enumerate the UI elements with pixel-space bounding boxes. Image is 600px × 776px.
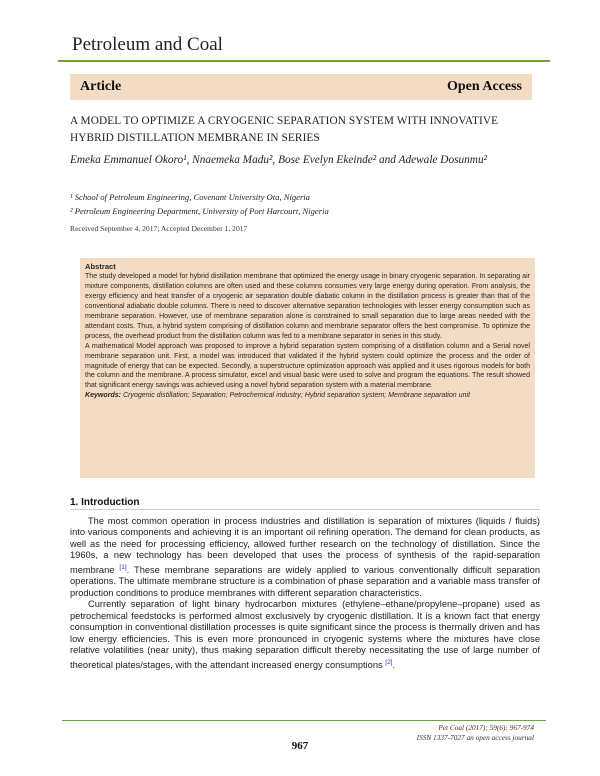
received-dates: Received September 4, 2017; Accepted December 1, 2017 [70,224,248,233]
intro-p2-text-a: Currently separation of light binary hydrocarbon mixtures (ethylene–ethane/propylene–propane) used as petrochemical feedstocks is performed almost exclusively by cryogenic distillation. It is a known fact that energy consumption in conventional distillation processes is quite significant since the process is thermally driven and has low energy efficiencies. This is even more pronounced in cryogenic systems where the mixtures have close relative volatilities (near unity), thus making separation difficult thereby necessitating the use of large number of theoretical plates/stages, with the attendant increased energy consumptions [70,599,540,670]
keywords-label: Keywords: [85,392,122,400]
intro-p1-text-b: . These membrane separations are widely applied to various conventionally difficult separation operations. The ultimate membrane structure is a combination of phase separation and a variable mass transfer of production conditions to produce membranes with different separation characteristics. [70,564,540,598]
page-number: 967 [291,740,309,752]
abstract-paragraph-1: The study developed a model for hybrid distillation membrane that optimized the energy usage in binary cryogenic separation. In separating air mixture components, distillation columns are often used and these columns consumes very large energy during operation. From analysis, the exergy efficiency and heat transfer of a cryogenic air separation double diabatic column in the distillation process is greater than that of the conventional adiabatic double columns. There is need to discover alternative separation technologies with lesser energy consumption such as membrane separation. However, use of membrane separation alone is constrained to small separation due to large areas needed with the attendant costs. Thus, a hybrid system comprising of distillation column and membrane separator offers the best compromise. To optimize the process, the overhead product from the distillation column was fed to a membrane separator in series in this study. [85,272,530,340]
abstract-box [80,258,535,478]
footer-citation: Pet Coal (2017); 59(6): 967-974 [438,723,534,732]
abstract-paragraph-2: A mathematical Model approach was proposed to improve a hybrid separation system comprising of a distillation column and a Serial novel membrane separation unit. First, a model was introduced that validated if the hybrid system could optimize the process and the order of magnitude of energy that can be expected. Secondly, a superstructure optimization approach was applied and it uses rigorous models for both the column and the membrane. A process simulator, excel and visual basic were used to solve and program the equations. The result showed that significant energy savings was achieved using a novel hybrid separation system with a material membrane. [85,342,530,390]
intro-paragraph-1 [70,516,540,599]
section-rule [70,509,540,510]
footer-issn: ISSN 1337-7027 an open access journal [416,733,534,742]
journal-title: Petroleum and Coal [72,34,223,55]
footer-rule [62,720,546,721]
affiliation-1: ¹ School of Petroleum Engineering, Covenant University Ota, Nigeria [70,192,310,202]
citation-link-1[interactable]: [1] [119,563,127,571]
affiliation-2: ² Petroleum Engineering Department, University of Port Harcourt, Nigeria [70,206,329,216]
keywords-text: Cryogenic distillation; Separation; Petrochemical industry; Hybrid separation system; Membrane separation unit [123,392,471,400]
article-banner [70,74,532,100]
intro-paragraph-2 [70,599,540,671]
abstract-heading: Abstract [85,262,116,271]
article-type-label: Article [80,79,122,94]
title-rule [58,60,550,62]
intro-p1-text-a: The most common operation in process industries and distillation is separation of mixtures (liquids / fluids) into various components and achieving it is an important oil refining operation. The demand for clean products, as well as the need for processing efficiency, allowed further research on the technology of distillation. Since the 1960s, a new technology has been developed that uses the process of synthesis of the rapid-separation membrane [70,516,540,575]
affiliations [70,190,530,218]
intro-p2-text-b: . [392,659,396,670]
introduction-body [70,516,540,671]
open-access-label: Open Access [446,79,522,94]
article-title: A MODEL TO OPTIMIZE A CRYOGENIC SEPARATION SYSTEM WITH INNOVATIVE HYBRID DISTILLATION MEMBRANE IN SERIES [70,115,499,144]
introduction-heading: 1. Introduction [70,497,140,508]
citation-link-2[interactable]: [2] [385,658,393,666]
keywords [85,391,530,401]
authors: Emeka Emmanuel Okoro¹, Nnaemeka Madu², Bose Evelyn Ekeinde² and Adewale Dosunmu² [70,154,487,166]
